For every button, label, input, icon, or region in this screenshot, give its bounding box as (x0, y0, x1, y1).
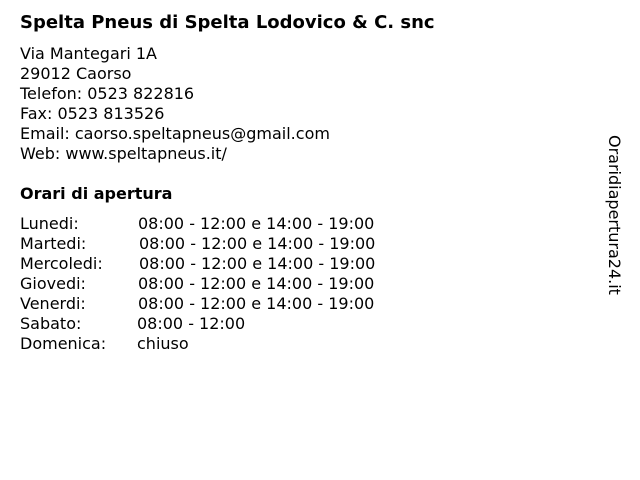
fax-line: Fax: 0523 813526 (20, 104, 165, 123)
day-label: Sabato: (20, 314, 82, 333)
day-label: Domenica: (20, 334, 107, 353)
hours-heading: Orari di apertura (20, 184, 173, 203)
address-street: Via Mantegari 1A (20, 44, 157, 63)
phone-line: Telefon: 0523 822816 (20, 84, 195, 103)
day-hours: 08:00 - 12:00 e 14:00 - 19:00 (138, 294, 375, 313)
email-line: Email: caorso.speltapneus@gmail.com (20, 124, 330, 143)
contact-block (20, 44, 330, 164)
address-city: 29012 Caorso (20, 64, 132, 83)
site-watermark: Oraridiapertura24.it (605, 135, 624, 295)
day-label: Venerdi: (20, 294, 86, 313)
business-name: Spelta Pneus di Spelta Lodovico & C. snc (20, 12, 435, 33)
day-hours: 08:00 - 12:00 e 14:00 - 19:00 (139, 254, 376, 273)
day-hours: 08:00 - 12:00 (137, 314, 246, 333)
day-hours: 08:00 - 12:00 e 14:00 - 19:00 (138, 214, 375, 233)
day-label: Martedi: (20, 234, 87, 253)
day-label: Giovedi: (20, 274, 86, 293)
web-line: Web: www.speltapneus.it/ (20, 144, 227, 163)
day-label: Lunedi: (20, 214, 79, 233)
day-label: Mercoledi: (20, 254, 103, 273)
day-hours: chiuso (137, 334, 189, 353)
day-hours: 08:00 - 12:00 e 14:00 - 19:00 (138, 274, 375, 293)
day-hours: 08:00 - 12:00 e 14:00 - 19:00 (139, 234, 376, 253)
